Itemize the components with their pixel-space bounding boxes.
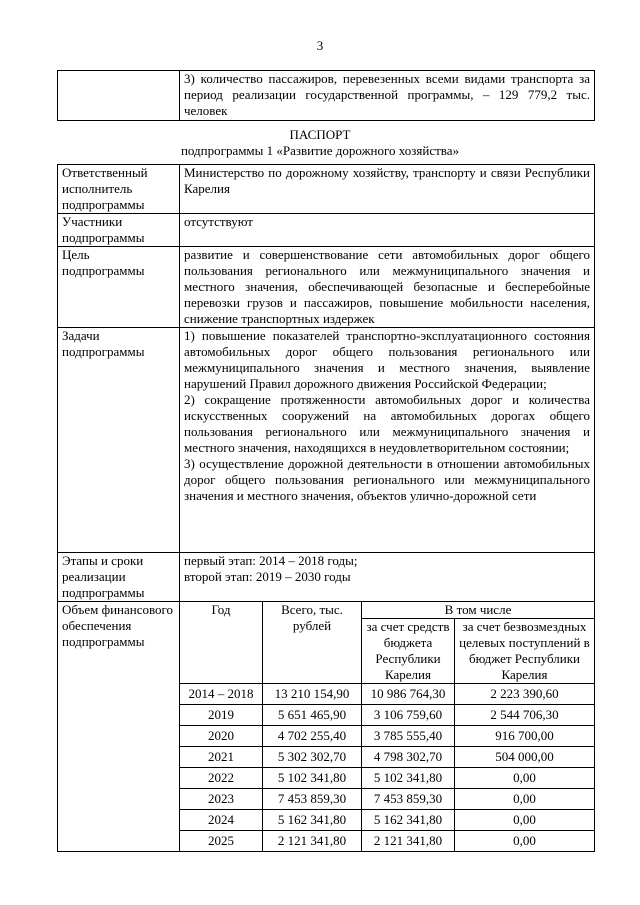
finance-cell-gratuitous: 0,00 xyxy=(455,810,595,831)
finance-cell-gratuitous: 504 000,00 xyxy=(455,747,595,768)
finance-header-budget: за счет средств бюджета Республики Карелия xyxy=(362,619,455,684)
row-goal xyxy=(58,247,595,328)
row-stages xyxy=(58,553,595,602)
page-number: 3 xyxy=(316,38,324,53)
finance-header-gratuitous: за счет безвозмездных целевых поступлений в бюджет Республики Карелия xyxy=(455,619,595,684)
finance-cell-budget: 2 121 341,80 xyxy=(362,831,455,852)
finance-cell-gratuitous: 2 544 706,30 xyxy=(455,705,595,726)
finance-cell-total: 5 651 465,90 xyxy=(263,705,362,726)
passport-title: ПАСПОРТ xyxy=(289,127,351,142)
stage-line: первый этап: 2014 – 2018 годы; xyxy=(184,553,358,568)
stages-value xyxy=(180,553,595,602)
finance-cell-total: 7 453 859,30 xyxy=(263,789,362,810)
finance-cell-budget: 5 162 341,80 xyxy=(362,810,455,831)
passport-table xyxy=(57,164,595,852)
finance-row xyxy=(180,831,594,852)
goal-label: Цель подпрограммы xyxy=(58,247,180,328)
finance-cell-gratuitous: 2 223 390,60 xyxy=(455,684,595,705)
goal-value: развитие и совершенствование сети автомобильных дорог общего пользования регионального или межмуниципального значения и местного значения, обеспечивающей безопасные и бесперебойные перевозки грузов и пассажиров, повышение мобильности населения, снижение транспортных издержек xyxy=(180,247,595,328)
finance-table-cell xyxy=(180,602,595,852)
finance-cell-budget: 5 102 341,80 xyxy=(362,768,455,789)
finance-header-year: Год xyxy=(180,602,263,684)
task-item: 1) повышение показателей транспортно-эксплуатационного состояния автомобильных дорог общего пользования регионального или межмуниципального значения и местного значения, выявление нарушений Правил дорожного движения Российской Федерации; xyxy=(184,328,590,391)
finance-cell-budget: 7 453 859,30 xyxy=(362,789,455,810)
continuation-table xyxy=(57,70,595,121)
row-finance xyxy=(58,602,595,852)
finance-cell-total: 4 702 255,40 xyxy=(263,726,362,747)
finance-cell-year: 2019 xyxy=(180,705,263,726)
finance-cell-year: 2020 xyxy=(180,726,263,747)
finance-cell-year: 2023 xyxy=(180,789,263,810)
finance-cell-total: 5 102 341,80 xyxy=(263,768,362,789)
finance-cell-year: 2014 – 2018 xyxy=(180,684,263,705)
finance-cell-budget: 10 986 764,30 xyxy=(362,684,455,705)
finance-rows xyxy=(180,684,594,852)
finance-row xyxy=(180,810,594,831)
finance-cell-budget: 3 785 555,40 xyxy=(362,726,455,747)
finance-cell-budget: 4 798 302,70 xyxy=(362,747,455,768)
finance-row xyxy=(180,684,594,705)
finance-cell-year: 2021 xyxy=(180,747,263,768)
finance-header-total: Всего, тыс. рублей xyxy=(263,602,362,684)
stage-line: второй этап: 2019 – 2030 годы xyxy=(184,569,351,584)
finance-cell-total: 13 210 154,90 xyxy=(263,684,362,705)
participants-label: Участники подпрограммы xyxy=(58,214,180,247)
finance-header-including: В том числе xyxy=(362,602,595,619)
row-tasks xyxy=(58,328,595,553)
finance-cell-year: 2022 xyxy=(180,768,263,789)
finance-cell-total: 5 162 341,80 xyxy=(263,810,362,831)
continuation-text: 3) количество пассажиров, перевезенных всеми видами транспорта за период реализации государственной программы, – 129 779,2 тыс. человек xyxy=(180,71,595,121)
row-participants xyxy=(58,214,595,247)
continuation-label-cell xyxy=(58,71,180,121)
passport-subtitle: подпрограммы 1 «Развитие дорожного хозяйства» xyxy=(180,143,460,158)
tasks-label: Задачи подпрограммы xyxy=(58,328,180,553)
finance-cell-gratuitous: 0,00 xyxy=(455,789,595,810)
responsible-value: Министерство по дорожному хозяйству, транспорту и связи Республики Карелия xyxy=(180,165,595,214)
finance-cell-year: 2024 xyxy=(180,810,263,831)
finance-row xyxy=(180,726,594,747)
finance-cell-total: 5 302 302,70 xyxy=(263,747,362,768)
task-item: 2) сокращение протяженности автомобильных дорог и количества искусственных сооружений на автомобильных дорогах общего пользования регионального или межмуниципального значения и местного значения, находящихся в неудовлетворительном состоянии; xyxy=(184,392,590,455)
participants-value: отсутствуют xyxy=(180,214,595,247)
finance-cell-year: 2025 xyxy=(180,831,263,852)
finance-row xyxy=(180,789,594,810)
finance-cell-budget: 3 106 759,60 xyxy=(362,705,455,726)
row-responsible xyxy=(58,165,595,214)
finance-table xyxy=(180,602,594,851)
finance-cell-gratuitous: 0,00 xyxy=(455,831,595,852)
task-item: 3) осуществление дорожной деятельности в отношении автомобильных дорог общего пользования регионального или межмуниципального значения и местного значения, объектов улично-дорожной сети xyxy=(184,456,590,503)
finance-cell-gratuitous: 0,00 xyxy=(455,768,595,789)
finance-row xyxy=(180,747,594,768)
finance-label: Объем финансового обеспечения подпрограммы xyxy=(58,602,180,852)
finance-row xyxy=(180,705,594,726)
responsible-label: Ответственный исполнитель подпрограммы xyxy=(58,165,180,214)
stages-label: Этапы и сроки реализации подпрограммы xyxy=(58,553,180,602)
finance-row xyxy=(180,768,594,789)
finance-cell-total: 2 121 341,80 xyxy=(263,831,362,852)
finance-cell-gratuitous: 916 700,00 xyxy=(455,726,595,747)
tasks-value xyxy=(180,328,595,553)
